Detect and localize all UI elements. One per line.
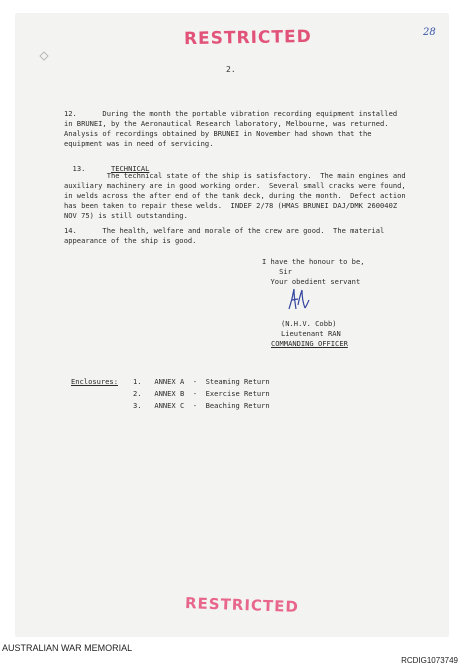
archive-name: AUSTRALIAN WAR MEMORIAL (2, 643, 133, 653)
restricted-stamp-top: RESTRICTED (183, 26, 312, 50)
paragraph-line: auxiliary machinery are in good working order. Several small cracks were found, (64, 181, 406, 190)
page-number: 2. (226, 65, 236, 74)
enclosures-label: Enclosures: (71, 377, 118, 386)
paragraph-line: NOV 75) is still outstanding. (64, 211, 188, 220)
paragraph-line: has been taken to repair these welds. INDEF 2/78 (HMAS BRUNEI DAJ/DMK 260040Z (64, 201, 398, 210)
enclosure-item: 3. ANNEX C - Beaching Return (133, 401, 270, 410)
closing-line: I have the honour to be, (262, 257, 365, 266)
signatory-rank: Lieutenant RAN (281, 329, 341, 338)
record-reference: RCDIG1073749 (401, 656, 458, 665)
signatory-name: (N.H.V. Cobb) (281, 319, 337, 328)
paragraph-line: in BRUNEI, by the Aeronautical Research laboratory, Melbourne, was returned. (64, 119, 389, 128)
signatory-title: COMMANDING OFFICER (271, 339, 348, 348)
paragraph-line: appearance of the ship is good. (64, 236, 197, 245)
enclosure-item: 2. ANNEX B - Exercise Return (133, 389, 270, 398)
punch-hole-mark (38, 50, 50, 62)
paragraph-line: The technical state of the ship is satisfactory. The main engines and (64, 171, 406, 180)
paragraph-line: Analysis of recordings obtained by BRUNEI in November had shown that the (64, 129, 372, 138)
folio-number: 28 (423, 27, 436, 38)
section-title: TECHNICAL (110, 164, 150, 173)
closing-line: Sir (262, 267, 292, 276)
paragraph-line: 12. During the month the portable vibration recording equipment installed (64, 109, 398, 118)
closing-line: Your obedient servant (262, 277, 361, 286)
restricted-stamp-bottom: RESTRICTED (184, 594, 300, 616)
enclosure-item: 1. ANNEX A - Steaming Return (133, 377, 270, 386)
handwritten-signature (283, 285, 313, 315)
document-page (16, 14, 448, 636)
paragraph-line: equipment was in need of servicing. (64, 139, 214, 148)
section-number: 13. (72, 164, 86, 173)
paragraph-line: in welds across the after end of the tank deck, during the month. Defect action (64, 191, 406, 200)
paragraph-line: 14. The health, welfare and morale of the crew are good. The material (64, 226, 385, 235)
